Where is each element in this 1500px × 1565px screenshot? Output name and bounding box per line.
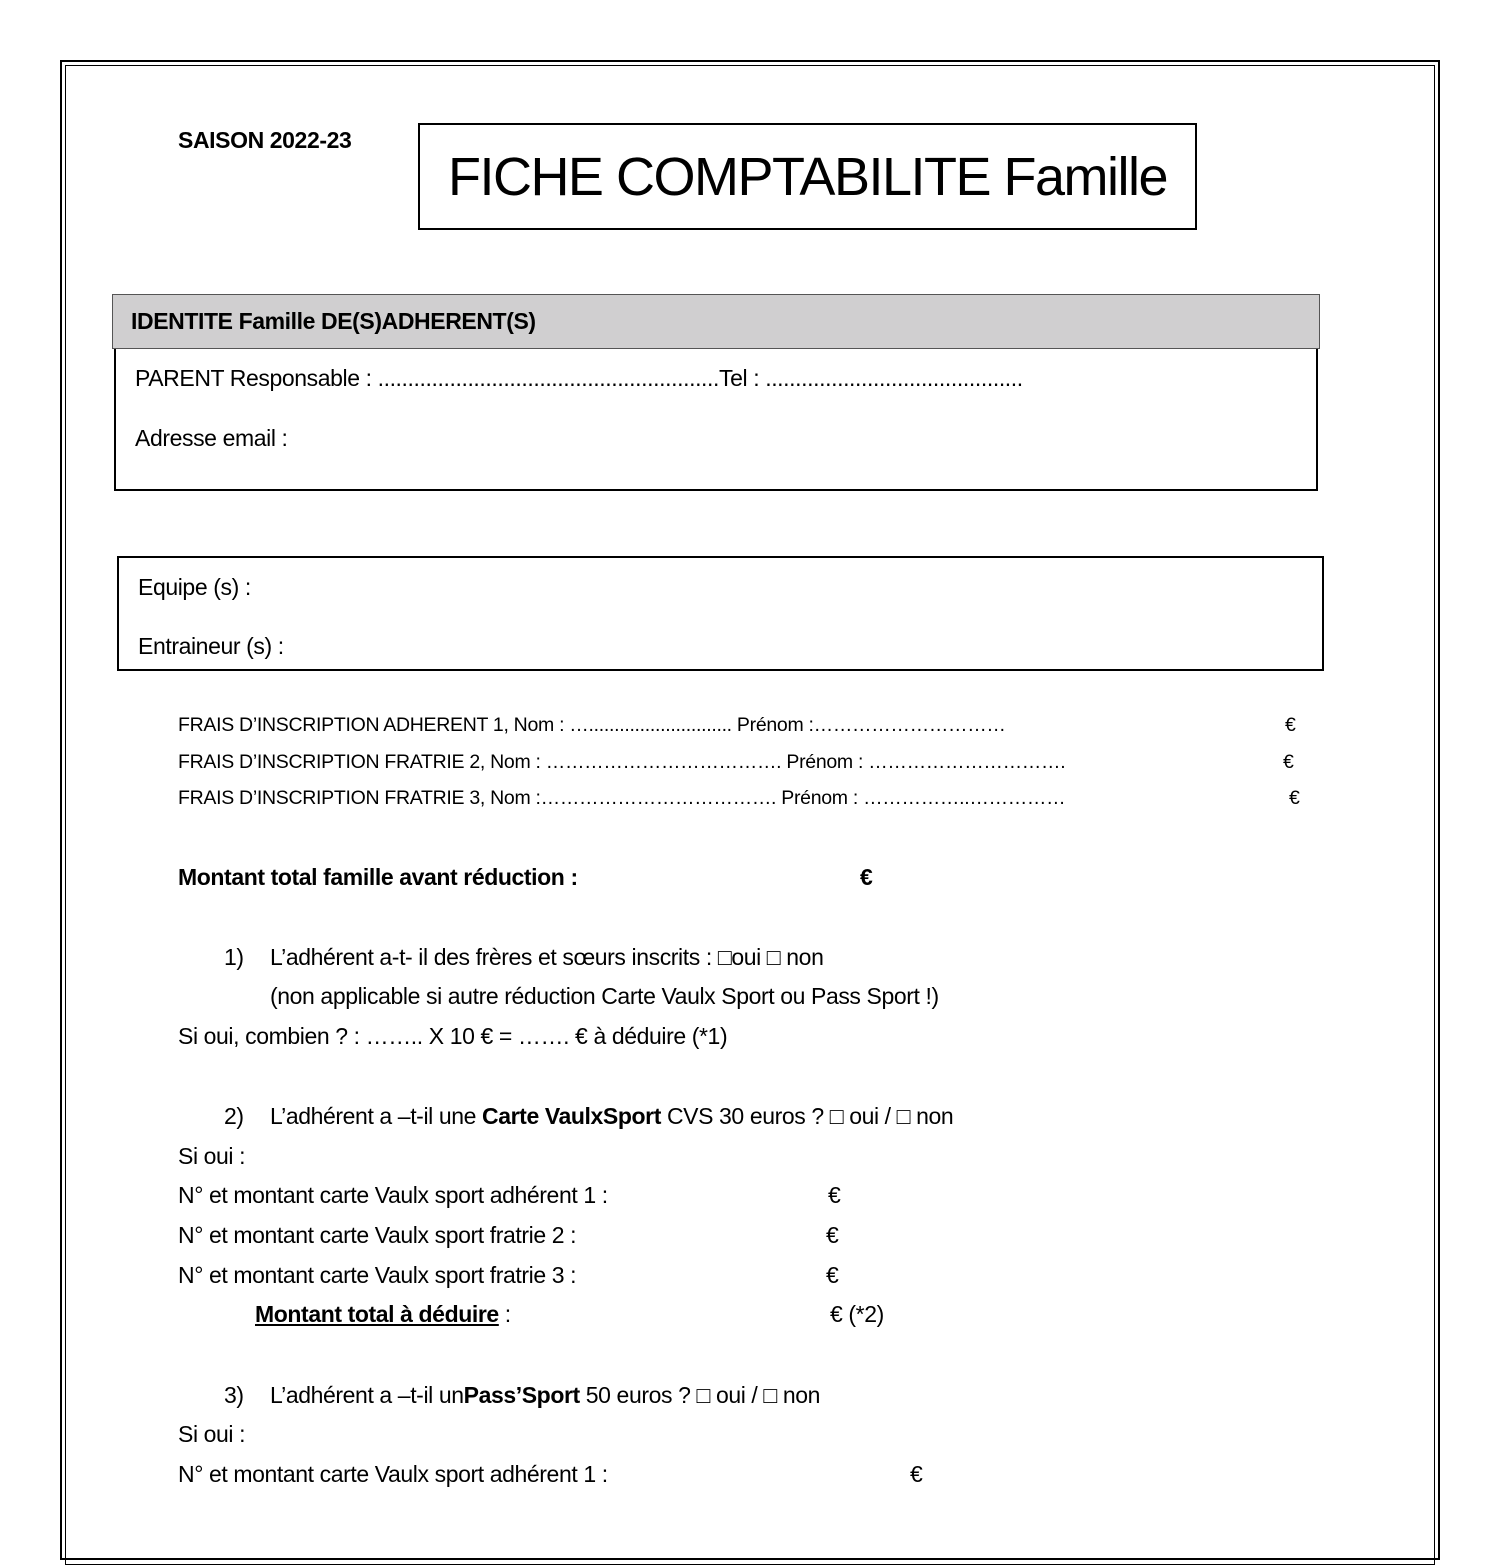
q3-text-after: 50 euros ? □ oui / □ non [579,1382,821,1408]
fee-currency-2: € [1283,751,1294,773]
q2-row-currency: € [826,1222,839,1248]
total-before-currency: € [860,864,873,890]
q3-row-currency: € [910,1461,923,1487]
page-border-inner [65,65,1435,1565]
q2-number: 2) [224,1103,244,1129]
q1-question[interactable]: L’adhérent a-t- il des frères et sœurs inscrits : □oui □ non [270,944,824,970]
entraineur-label[interactable]: Entraineur (s) : [138,633,284,659]
q2-row-currency: € [828,1182,841,1208]
identity-section [114,349,1318,491]
q2-si-oui: Si oui : [178,1143,246,1169]
q1-calc[interactable]: Si oui, combien ? : …….. X 10 € = ……. € à déduire (*1) [178,1023,728,1049]
team-section [117,556,1324,671]
q1-note: (non applicable si autre réduction Carte Vaulx Sport ou Pass Sport !) [270,983,939,1009]
q2-total [255,1301,511,1328]
q2-text-after: CVS 30 euros ? □ oui / □ non [660,1103,954,1129]
q3-si-oui: Si oui : [178,1421,246,1447]
identity-header-text: IDENTITE Famille DE(S)ADHERENT(S) [131,308,536,334]
q2-total-colon: : [498,1301,511,1327]
q2-question[interactable] [270,1103,953,1130]
q2-row-label[interactable]: N° et montant carte Vaulx sport fratrie 2 : [178,1222,577,1248]
fee-currency-3: € [1289,787,1300,809]
q2-text-bold: Carte VaulxSport [482,1103,661,1129]
q3-row-label[interactable]: N° et montant carte Vaulx sport adhérent 1 : [178,1461,608,1487]
fee-currency-1: € [1285,714,1296,736]
q1-number: 1) [224,944,244,970]
q3-number: 3) [224,1382,244,1408]
identity-section-header [112,294,1320,349]
q3-text-before: L’adhérent a –t-il un [270,1382,464,1408]
total-before-label: Montant total famille avant réduction : [178,864,578,890]
page-title: FICHE COMPTABILITE Famille [418,123,1197,230]
q3-question[interactable] [270,1382,820,1409]
q2-total-label: Montant total à déduire [255,1301,499,1327]
q3-text-bold: Pass’Sport [463,1382,580,1408]
q2-row-label[interactable]: N° et montant carte Vaulx sport adhérent 1 : [178,1182,608,1208]
fee-line-2[interactable]: FRAIS D’INSCRIPTION FRATRIE 2, Nom : ………………………………. Prénom : …………………………. [178,751,1066,773]
equipe-label[interactable]: Equipe (s) : [138,574,251,600]
fee-line-3[interactable]: FRAIS D’INSCRIPTION FRATRIE 3, Nom :………………………………. Prénom : ……………..…………… [178,787,1066,809]
fee-line-1[interactable]: FRAIS D’INSCRIPTION ADHERENT 1, Nom : …............................ Prénom :………………………… [178,714,1006,736]
q2-text-before: L’adhérent a –t-il une [270,1103,483,1129]
q2-row-currency: € [826,1262,839,1288]
parent-line[interactable]: PARENT Responsable : .........................................................Tel : ........................................... [135,365,1023,391]
email-label[interactable]: Adresse email : [135,425,288,451]
q2-row-label[interactable]: N° et montant carte Vaulx sport fratrie 3 : [178,1262,577,1288]
season-label: SAISON 2022-23 [178,127,352,153]
q2-total-currency: € (*2) [830,1301,884,1327]
